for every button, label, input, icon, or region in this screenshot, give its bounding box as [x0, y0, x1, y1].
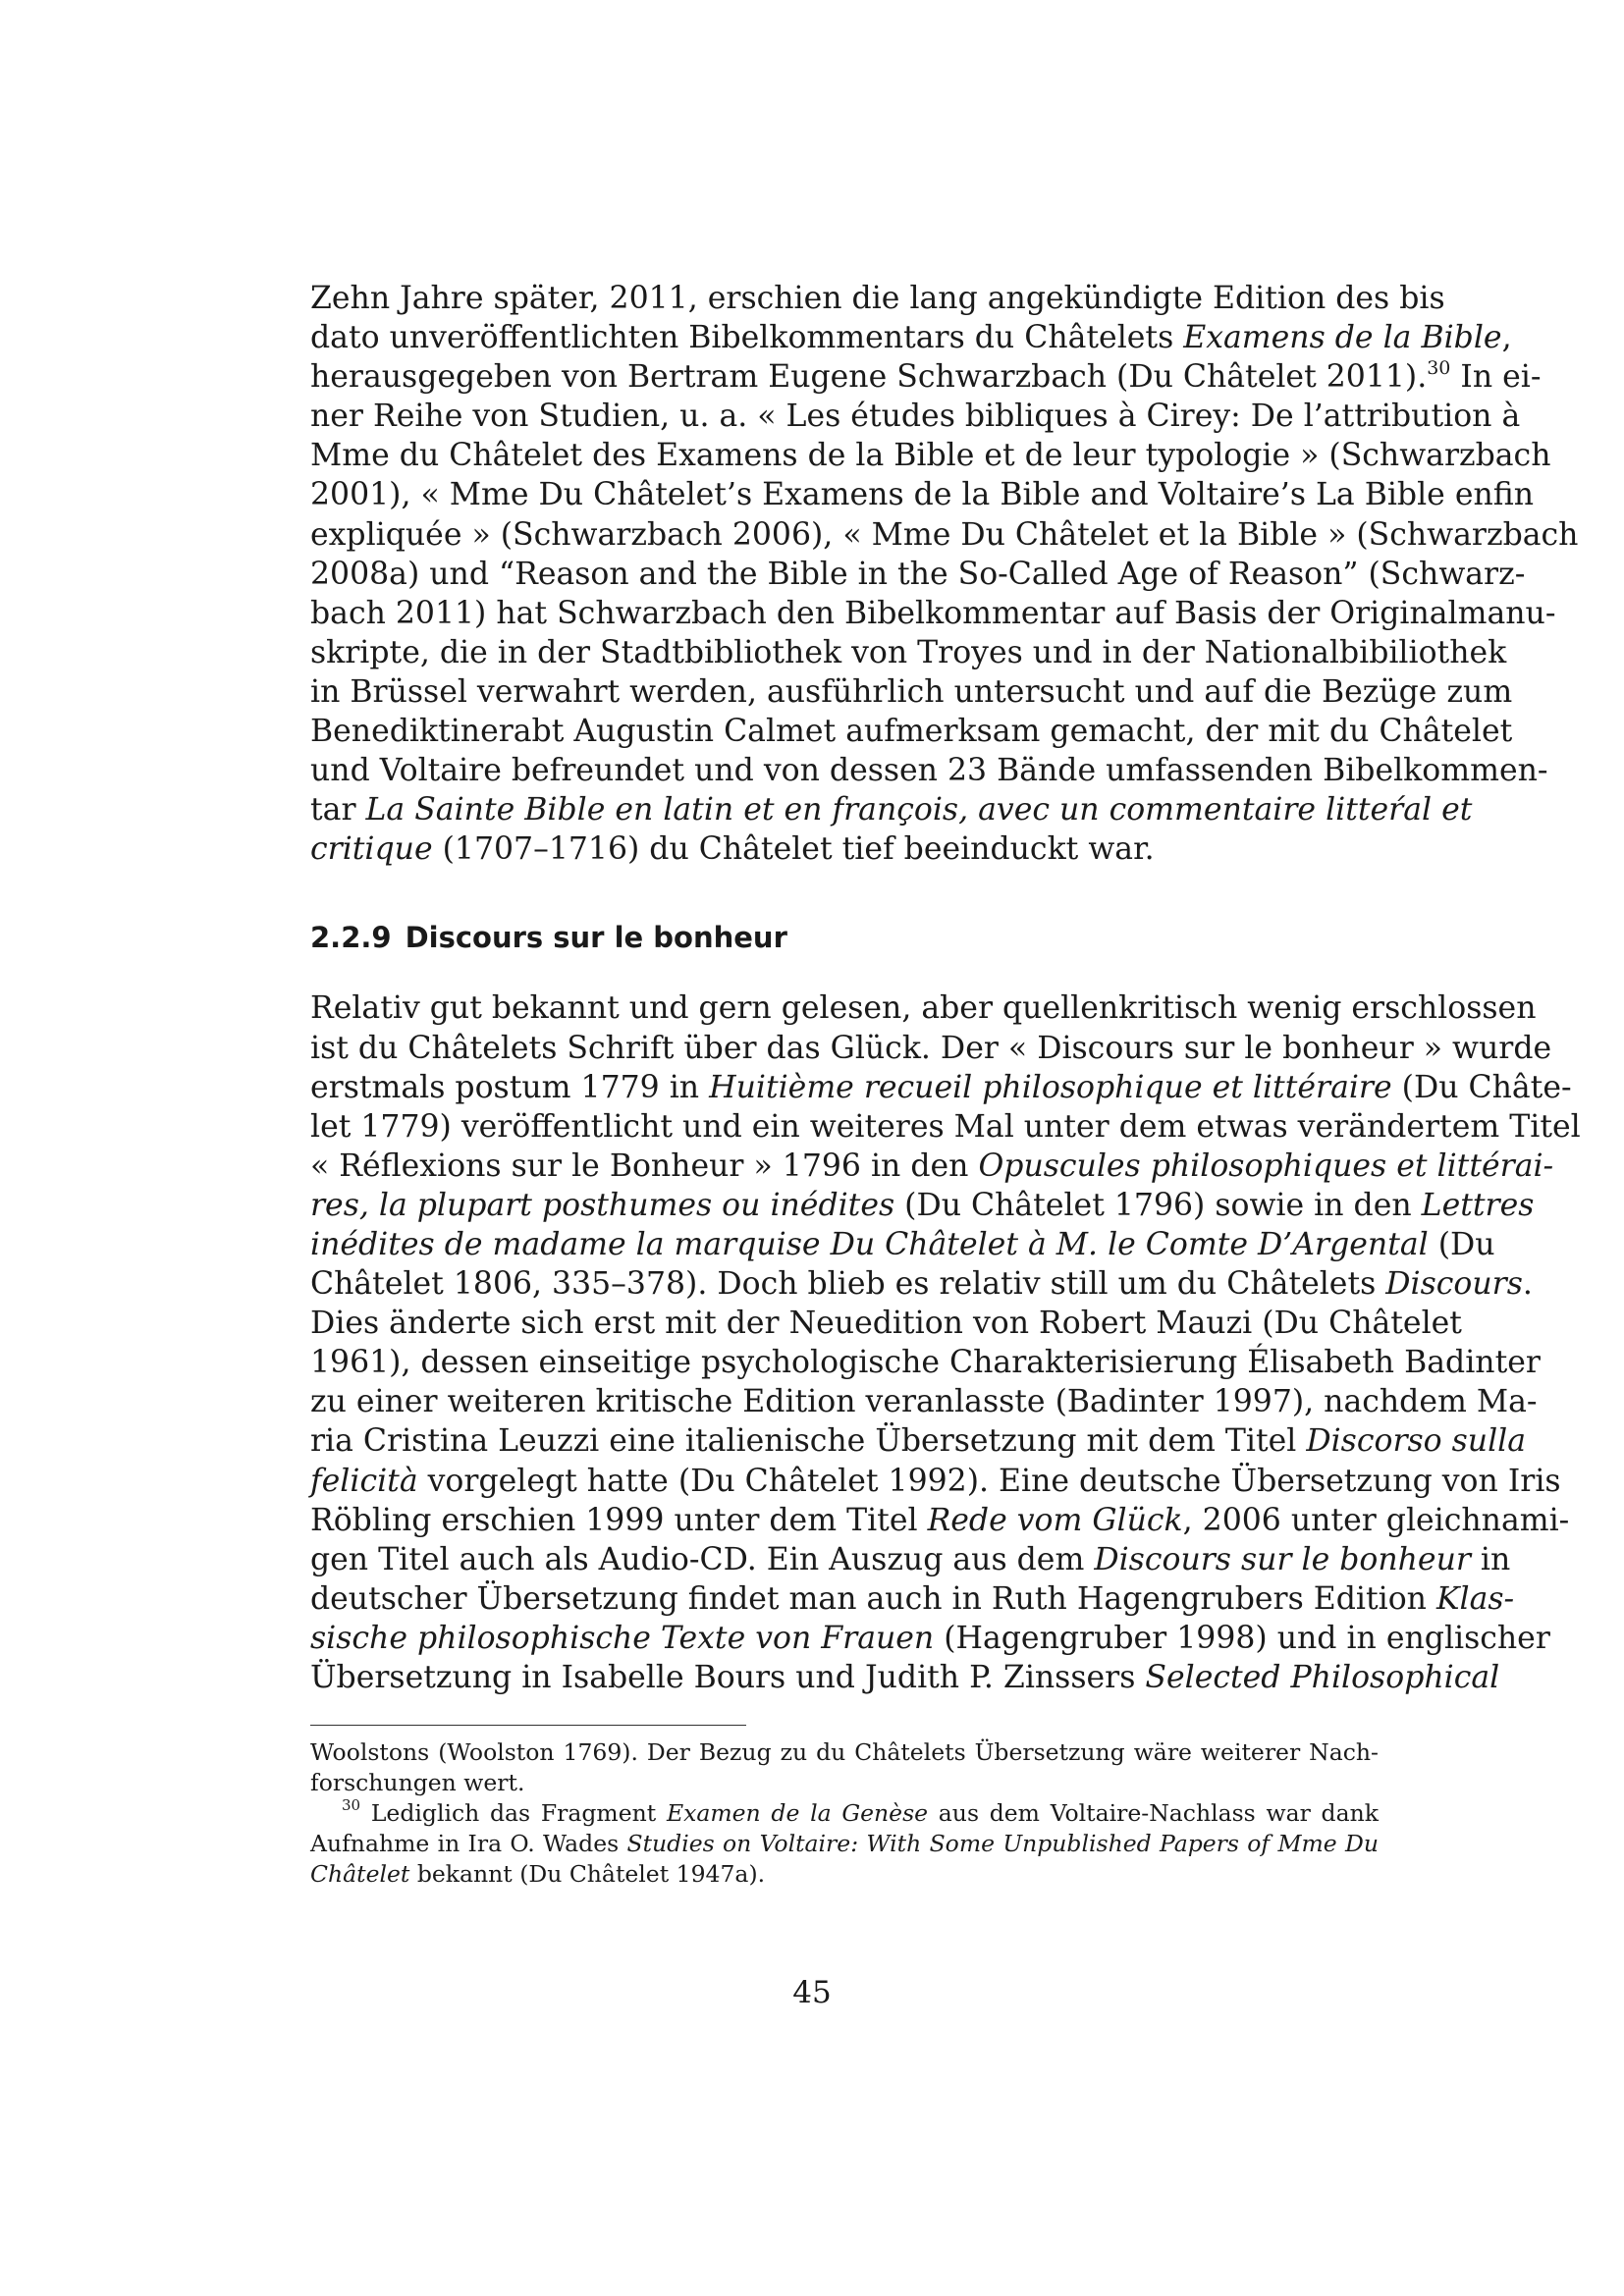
italic-title: Discours	[1385, 1266, 1523, 1303]
italic-title: res, la plupart posthumes ou inédites	[310, 1187, 895, 1223]
text-line: in Brüssel verwahrt werden, ausführlich untersucht und auf die Bezüge zum	[310, 673, 1513, 710]
text-line: Zehn Jahre später, 2011, erschien die lang angekündigte Edition des bis	[310, 281, 1445, 316]
text-line: Châtelet 1806, 335–378). Doch blieb es relativ still um du Châtelets Discours.	[310, 1266, 1533, 1303]
text-line: ria Cristina Leuzzi eine italienische Übersetzung mit dem Titel Discorso sulla	[310, 1423, 1527, 1460]
text-line: inédites de madame la marquise Du Châtelet à M. le Comte D’Argental (Du	[310, 1226, 1495, 1262]
text-line: let 1779) veröffentlicht und ein weiteres Mal unter dem etwas verändertem Titel	[310, 1108, 1581, 1145]
text-line: skripte, die in der Stadtbibliothek von Troyes und in der Nationalbibiliothek	[310, 634, 1507, 670]
text-line: ist du Châtelets Schrift über das Glück. Der « Discours sur le bonheur » wurde	[310, 1030, 1552, 1066]
footnote-ref-30[interactable]: 30	[1427, 356, 1451, 379]
text-line: « Réflexions sur le Bonheur » 1796 in den Opuscules philosophiques et littérai-	[310, 1148, 1554, 1184]
italic-title: Huitième recueil philosophique et littéraire	[709, 1069, 1392, 1105]
italic-title: Examen de la Genèse	[666, 1799, 929, 1828]
italic-title: sische philosophische Texte von Frauen	[310, 1620, 935, 1656]
text-line: 1961), dessen einseitige psychologische Charakterisierung Élisabeth Badinter	[310, 1345, 1541, 1381]
text-line: Röbling erschien 1999 unter dem Titel Rede vom Glück, 2006 unter gleichnami-	[310, 1502, 1570, 1538]
footnote-rule	[310, 1725, 746, 1726]
paragraph-examens	[310, 279, 1579, 869]
text-line: sische philosophische Texte von Frauen (Hagengruber 1998) und in englischer	[310, 1620, 1550, 1656]
italic-title: Selected Philosophical	[1145, 1660, 1500, 1695]
italic-title: Lettres	[1421, 1187, 1535, 1223]
text-line: 2008a) und “Reason and the Bible in the So-Called Age of Reason” (Schwarz-	[310, 556, 1526, 592]
text-line: Mme du Châtelet des Examens de la Bible et de leur typologie » (Schwarzbach	[310, 438, 1551, 474]
text-line: und Voltaire befreundet und von dessen 23 Bände umfassenden Bibelkommen-	[310, 753, 1548, 789]
text-line: res, la plupart posthumes ou inédites (Du Châtelet 1796) sowie in den Lettres	[310, 1187, 1535, 1223]
footnote-line: Aufnahme in Ira O. Wades Studies on Voltaire: With Some Unpublished Papers of Mme Du	[310, 1830, 1379, 1858]
text-line: Dies änderte sich erst mit der Neuedition von Robert Mauzi (Du Châtelet	[310, 1306, 1462, 1342]
text-line: ner Reihe von Studien, u. a. « Les études bibliques à Cirey: De l’attribution à	[310, 399, 1521, 435]
footnote-mark-30: 30	[342, 1796, 361, 1815]
text-line: 2001), « Mme Du Châtelet’s Examens de la Bible and Voltaire’s La Bible enfin	[310, 477, 1535, 513]
footnote-line: Châtelet bekannt (Du Châtelet 1947a).	[310, 1860, 766, 1889]
italic-title: inédites de madame la marquise Du Châtelet à M. le Comte D’Argental	[310, 1226, 1429, 1262]
section-heading	[310, 920, 1379, 955]
page-number: 45	[792, 1975, 832, 2010]
text-line: critique (1707–1716) du Châtelet tief beeinduckt war.	[310, 831, 1155, 868]
text-line: herausgegeben von Bertram Eugene Schwarzbach (Du Châtelet 2011).$^{30}$ In ei-	[310, 356, 1542, 396]
italic-title: Studies on Voltaire: With Some Unpublished Papers of Mme Du	[626, 1830, 1379, 1858]
footnote-line: Woolstons (Woolston 1769). Der Bezug zu du Châtelets Übersetzung wäre weiterer Nach-	[310, 1738, 1379, 1767]
text-line: Relativ gut bekannt und gern gelesen, aber quellenkritisch wenig erschlossen	[310, 990, 1537, 1027]
text-line: Übersetzung in Isabelle Bours und Judith P. Zinssers Selected Philosophical	[310, 1660, 1500, 1695]
italic-title: La Sainte Bible en latin et en françois, avec un commentaire litteŕal et	[365, 792, 1473, 828]
text-line: expliquée » (Schwarzbach 2006), « Mme Du Châtelet et la Bible » (Schwarzbach	[310, 516, 1579, 553]
italic-title: Châtelet	[310, 1860, 410, 1889]
text-line: dato unveröffentlichten Bibelkommentars du Châtelets Examens de la Bible,	[310, 320, 1512, 356]
text-line: Benediktinerabt Augustin Calmet aufmerksam gemacht, der mit du Châtelet	[310, 714, 1513, 750]
text-line: deutscher Übersetzung findet man auch in Ruth Hagengrubers Edition Klas-	[310, 1580, 1515, 1617]
italic-title: Examens de la Bible	[1183, 320, 1502, 356]
text-block	[310, 279, 1581, 1890]
text-line: tar La Sainte Bible en latin et en françois, avec un commentaire litteŕal et	[310, 792, 1473, 828]
italic-title: Opuscules philosophiques et littérai-	[978, 1148, 1554, 1184]
italic-title: Rede vom Glück	[927, 1502, 1183, 1538]
footnote-30	[310, 1798, 1379, 1890]
text-line: gen Titel auch als Audio-CD. Ein Auszug aus dem Discours sur le bonheur in	[310, 1541, 1511, 1577]
italic-title: Discours sur le bonheur	[1094, 1541, 1471, 1577]
text-line: zu einer weiteren kritische Edition veranlasste (Badinter 1997), nachdem Ma-	[310, 1384, 1538, 1420]
section-title: Discours sur le bonheur	[405, 921, 787, 955]
italic-title: Klas-	[1435, 1580, 1515, 1617]
italic-title: critique	[310, 831, 433, 868]
footnote-line: forschungen wert.	[310, 1769, 525, 1797]
italic-title: Discorso sulla	[1306, 1423, 1527, 1460]
section-number: 2.2.9	[310, 921, 392, 955]
text-line: bach 2011) hat Schwarzbach den Bibelkommentar auf Basis der Originalmanu-	[310, 595, 1556, 631]
footnote-continued	[310, 1737, 1379, 1798]
footnote-line: $^{30}$ Lediglich das Fragment Examen de la Genèse aus dem Voltaire-Nachlass war dank	[342, 1796, 1379, 1828]
text-line: erstmals postum 1779 in Huitième recueil philosophique et littéraire (Du Châte-	[310, 1069, 1572, 1105]
text-line: felicità vorgelegt hatte (Du Châtelet 1992). Eine deutsche Übersetzung von Iris	[310, 1463, 1561, 1499]
italic-title: felicità	[310, 1463, 418, 1499]
paragraph-discours	[310, 988, 1581, 1697]
